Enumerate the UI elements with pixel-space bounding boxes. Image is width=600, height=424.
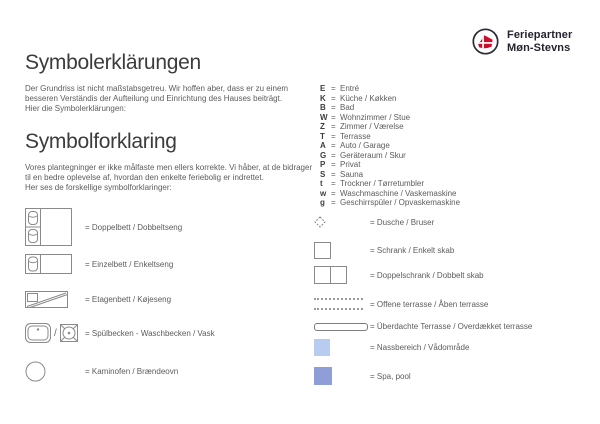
legend-letter: g bbox=[320, 198, 325, 207]
equals-sign: = bbox=[331, 150, 336, 160]
equals-sign: = bbox=[331, 160, 336, 169]
legend-label: Zimmer / Værelse bbox=[340, 122, 404, 131]
legend-label: Trockner / Tørretumbler bbox=[340, 179, 425, 188]
legend-letter: Z bbox=[320, 122, 325, 131]
letter-legend-row bbox=[320, 132, 460, 142]
symbol-label: = Kaminofen / Brændeovn bbox=[85, 366, 179, 376]
legend-label: Geschirrspüler / Opvaskemaskine bbox=[340, 198, 461, 207]
legend-row-double-bed bbox=[25, 208, 215, 246]
legend-label: Auto / Garage bbox=[340, 141, 390, 150]
equals-sign: = bbox=[331, 122, 336, 131]
danish-paragraph bbox=[25, 163, 325, 192]
letter-legend bbox=[320, 84, 460, 208]
double-cabinet-icon bbox=[314, 266, 347, 284]
symbol-label: = Einzelbett / Enkeltseng bbox=[85, 259, 174, 269]
letter-legend-row bbox=[320, 103, 460, 113]
legend-letter: S bbox=[320, 169, 326, 179]
legend-row-wet-area bbox=[314, 339, 532, 356]
legend-row-double-cabinet bbox=[314, 266, 532, 284]
bunk-bed-icon bbox=[25, 291, 68, 308]
single-cabinet-icon bbox=[314, 242, 331, 259]
wet-area-swatch bbox=[314, 339, 330, 356]
letter-legend-row bbox=[320, 122, 460, 132]
spa-pool-swatch bbox=[314, 367, 332, 385]
covered-terrace-icon bbox=[314, 323, 368, 331]
shower-diamond-icon bbox=[314, 216, 326, 228]
legend-label: Küche / Køkken bbox=[340, 93, 397, 103]
danish-paragraph-line: til en bedre oplevelse af, hvordan den enkelte feriebolig er indrettet. bbox=[25, 172, 264, 182]
equals-sign: = bbox=[331, 141, 336, 150]
equals-sign: = bbox=[331, 198, 336, 207]
symbol-label: = Doppelschrank / Dobbelt skab bbox=[370, 270, 484, 280]
symbol-legend-left bbox=[25, 208, 215, 381]
single-bed-icon bbox=[25, 254, 72, 274]
letter-legend-row bbox=[320, 151, 460, 161]
letter-legend-row bbox=[320, 141, 460, 151]
double-bed-icon bbox=[25, 208, 72, 246]
letter-legend-row bbox=[320, 113, 460, 123]
legend-letter: P bbox=[320, 160, 326, 169]
legend-label: Entré bbox=[340, 84, 360, 93]
german-paragraph-line: besseren Verständis der Aufteilung und Einrichtung des Hauses beiträgt. bbox=[25, 93, 283, 103]
symbol-label: = Offene terrasse / Åben terrasse bbox=[370, 299, 489, 309]
legend-letter: w bbox=[320, 188, 327, 198]
symbol-label: = Schrank / Enkelt skab bbox=[370, 245, 455, 255]
feriepartner-house-flag-icon bbox=[472, 28, 499, 55]
legend-letter: A bbox=[320, 141, 326, 150]
legend-letter: B bbox=[320, 103, 326, 112]
legend-label: Bad bbox=[340, 103, 355, 112]
legend-letter: K bbox=[320, 93, 326, 103]
letter-legend-row bbox=[320, 84, 460, 94]
legend-letter: W bbox=[320, 112, 328, 122]
german-paragraph-line: Hier die Symbolerklärungen: bbox=[25, 103, 126, 113]
symbol-label: = Etagenbett / Køjeseng bbox=[85, 295, 172, 304]
glyph-separator: / bbox=[54, 327, 57, 339]
equals-sign: = bbox=[331, 112, 336, 122]
danish-title: Symbolforklaring bbox=[25, 130, 177, 153]
legend-letter: G bbox=[320, 150, 327, 160]
legend-label: Waschmaschine / Vaskemaskine bbox=[340, 188, 457, 198]
letter-legend-row bbox=[320, 189, 460, 199]
legend-row-bunk-bed bbox=[25, 291, 215, 308]
letter-legend-row bbox=[320, 160, 460, 170]
symbol-label: = Spa, pool bbox=[370, 371, 411, 381]
legend-row-shower bbox=[314, 217, 532, 227]
danish-paragraph-line: Vores plantegninger er ikke målfaste men ellers korrekte. Vi håber, at de bidrager bbox=[25, 163, 313, 172]
brand-line2: Møn-Stevns bbox=[507, 41, 571, 54]
equals-sign: = bbox=[331, 179, 336, 188]
german-paragraph bbox=[25, 84, 325, 113]
legend-letter: T bbox=[320, 131, 325, 141]
equals-sign: = bbox=[331, 131, 336, 141]
legend-row-covered-terrace bbox=[314, 323, 532, 330]
legend-row-wood-stove bbox=[25, 361, 215, 381]
symbol-label: = Überdachte Terrasse / Overdækket terrasse bbox=[370, 322, 533, 331]
sink-icon bbox=[60, 324, 78, 342]
letter-legend-row bbox=[320, 94, 460, 104]
legend-letter: E bbox=[320, 84, 326, 93]
equals-sign: = bbox=[331, 103, 336, 112]
equals-sign: = bbox=[331, 93, 336, 103]
legend-label: Sauna bbox=[340, 169, 364, 179]
legend-label: Privat bbox=[340, 160, 361, 169]
symbol-label: = Dusche / Bruser bbox=[370, 217, 435, 227]
brand-name bbox=[507, 29, 572, 54]
equals-sign: = bbox=[331, 169, 336, 179]
legend-letter: t bbox=[320, 179, 323, 188]
legend-label: Geräteraum / Skur bbox=[340, 150, 406, 160]
symbol-label: = Doppelbett / Dobbeltseng bbox=[85, 222, 183, 232]
equals-sign: = bbox=[331, 84, 336, 93]
legend-row-spa-pool bbox=[314, 367, 532, 385]
washbasin-icon bbox=[25, 323, 51, 343]
danish-paragraph-line: Her ses de forskellige symbolforklaringer: bbox=[25, 182, 172, 192]
symbol-label: = Spülbecken - Waschbecken / Vask bbox=[85, 328, 215, 338]
symbol-legend-right bbox=[314, 217, 532, 385]
letter-legend-row bbox=[320, 170, 460, 180]
brand-line1: Feriepartner bbox=[507, 29, 573, 41]
legend-row-cabinet bbox=[314, 242, 532, 258]
open-terrace-dotted-icon bbox=[314, 298, 363, 310]
legend-row-open-terrace bbox=[314, 300, 532, 308]
legend-label: Terrasse bbox=[340, 131, 371, 141]
wood-stove-icon bbox=[25, 361, 46, 382]
german-paragraph-line: Der Grundriss ist nicht maßstabsgetreu. Wir hoffen aber, dass er zu einem bbox=[25, 84, 289, 93]
symbol-label: = Nassbereich / Vådområde bbox=[370, 343, 470, 352]
equals-sign: = bbox=[331, 188, 336, 198]
legend-row-single-bed bbox=[25, 254, 215, 274]
legend-label: Wohnzimmer / Stue bbox=[340, 112, 411, 122]
letter-legend-row bbox=[320, 179, 460, 189]
feriepartner-logo bbox=[472, 28, 572, 55]
legend-row-sink bbox=[25, 322, 215, 344]
letter-legend-row bbox=[320, 198, 460, 208]
german-title: Symbolerklärungen bbox=[25, 51, 201, 74]
